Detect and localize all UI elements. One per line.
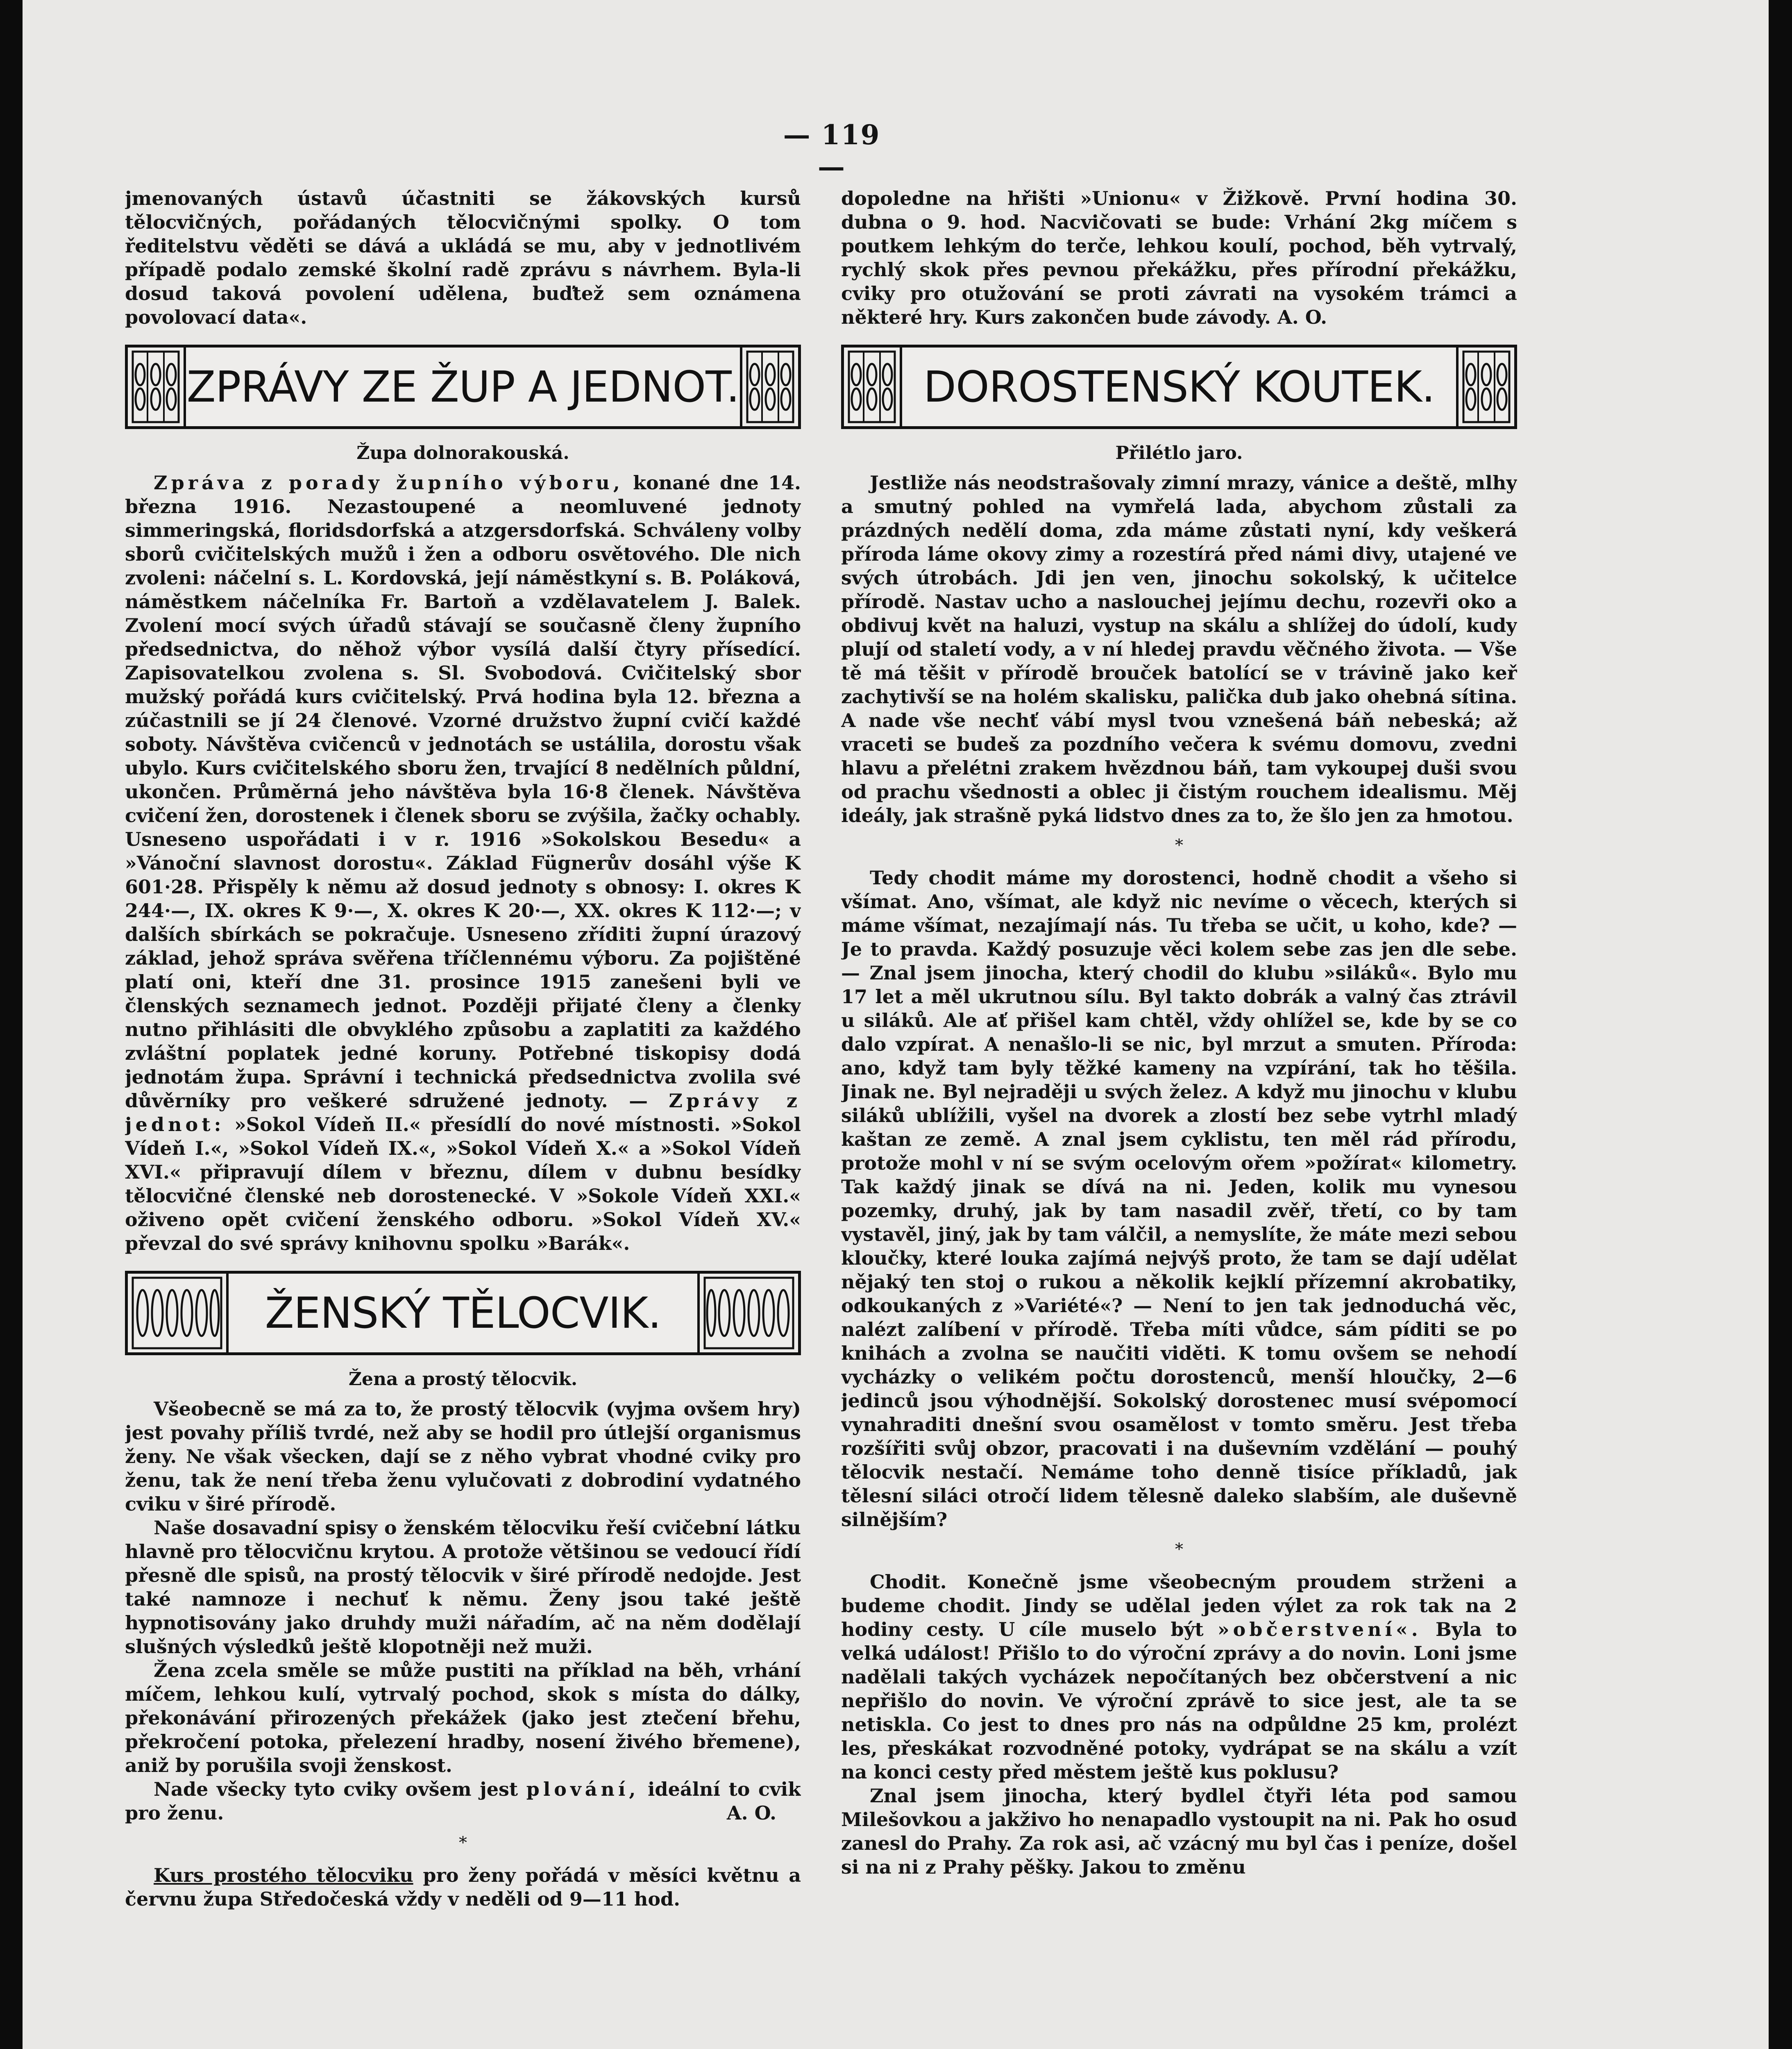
zpravy-text: konané dne 14. března 1916. Nezastoupené a neomluvené jednoty simmeringská, floridsdorfská a atzgersdorfská. Schváleny volby sborů cvičitelských mužů i žen a odboru osvětového. Dle nich zvoleni: náčelní s. L. Kordovská, její náměstkyní s. B. Poláková, náměstkem náčelníka Fr. Bartoň a vzdělavatelem J. Balek. Zvolení mocí svých úřadů stávají se současně členy župního předsednictva, do něhož výbor vysílá další čtyry přísedící. Zapisovatelkou zvolena s. Sl. Svobodová. Cvičitelský sbor mužský pořádá kurs cvičitelský. Prvá hodina byla 12. března a zúčastnili se jí 24 členové. Vzorné družstvo župní cvičí každé soboty. Návštěva cvičenců v jednotách se ustálila, dorostu však ubylo. Kurs cvičitelského sboru žen, trvající 8 nedělních půldní, ukončen. Průměrná jeho návštěva byla 16·8 členek. Návštěva cvičení žen, dorostenek i členek sboru se zvýšila, žačky ochably. Usneseno uspořádati i v r. 1916 »Sokolskou Besedu« a »Vánoční slavnost dorostu«. Základ Fügnerův dosáhl výše K 601·28. Přispěly k němu až dosud jednoty s obnosy: I. okres K 244·—, IX. okres K 9·—, X. okres K 20·—, XX. okres K 112·—; v dalších sbírkách se pokračuje. Usneseno zříditi župní úrazový základ, jehož správa svěřena tříčlennému výboru. Za pojištěné platí oni, kteří dne 31. prosince 1915 zanešeni byli ve členských seznamech jednot. Později přijaté členy a členky nutno přihlásiti dle obvyklého způsobu a zaplatiti za každého zvláštní poplatek jedné koruny. Potřebné tiskopisy dodá jednotám župa. Správní i technická předsednictva zvolila své důvěrníky pro veškeré sdružené jednoty. — bbox=[125, 472, 801, 1112]
zensky-paragraph-1: Všeobecně se má za to, že prostý tělocvik (vyjma ovšem hry) jest povahy příliš tvrdé, než aby se hodil pro útlejší organismus ženy. Ne však všecken, dají se z něho vybrat vhodné cviky pro ženu, tak že není třeba ženu vylučovati z dobrodiní vydatného cviku v širé přírodě. bbox=[125, 1398, 801, 1515]
section-separator: * bbox=[1175, 1540, 1183, 1559]
zensky-paragraph-5 bbox=[125, 1863, 801, 1911]
ornament-left bbox=[844, 348, 902, 426]
subheading-jaro: Přilétlo jaro. bbox=[1115, 443, 1243, 463]
section-separator: * bbox=[459, 1833, 467, 1852]
signature: A. O. bbox=[726, 1802, 776, 1824]
dorost-p3-spaced: »občerstvení«. bbox=[1217, 1618, 1422, 1640]
ornament-left bbox=[128, 348, 186, 426]
ornament-right bbox=[740, 348, 798, 426]
section-banner-dorostensky bbox=[841, 345, 1517, 429]
dorost-p3-text-a: Chodit. Konečně jsme všeobecným proudem strženi a budeme chodit. Jindy se udělal jeden výlet za rok tak na 2 hodiny cesty. U cíle muselo být bbox=[841, 1571, 1517, 1640]
page-number: — 119 — bbox=[783, 119, 880, 183]
section-separator: * bbox=[1175, 836, 1183, 855]
ornament-right bbox=[697, 1274, 798, 1352]
dorost-paragraph-4: Znal jsem jinocha, který bydlel čtyři léta pod samou Milešovkou a jakživo ho nenapadlo vystoupit na ni. Pak ho osud zanesl do Prahy. Za rok asi, ač vzácný mu byl čas i peníze, došel si na ni z Prahy pěšky. Jakou to změnu bbox=[841, 1785, 1517, 1878]
left-intro-paragraph: jmenovaných ústavů účastniti se žákovských kursů tělocvičných, pořádaných tělocvičnými spolky. O tom ředitelstvu věděti se dává a ukládá se mu, aby v jednotlivém případě podalo zemské školní radě zprávu s návrhem. Byla-li dosud taková povolení udělena, buďtež sem oznámena povolovací data«. bbox=[125, 187, 801, 328]
zensky-p4-text-a: Nade všecky tyto cviky ovšem jest bbox=[154, 1778, 518, 1800]
section-title-dorostensky: DOROSTENSKÝ KOUTEK. bbox=[923, 362, 1435, 412]
zpravy-text-2: »Sokol Vídeň II.« přesídlí do nové místnosti. »Sokol Vídeň I.«, »Sokol Vídeň IX.«, »Sokol Vídeň X.« a »Sokol Vídeň XVI.« připravují dílem v březnu, dílem v dubnu besídky tělocvičné členské neb dorostenecké. V »Sokole Vídeň XXI.« oživeno opět cvičení ženského odboru. »Sokol Vídeň XV.« převzal do své správy knihovnu spolku »Barák«. bbox=[125, 1113, 801, 1254]
zpravy-lead: Zpráva z porady župního výboru, bbox=[154, 472, 624, 494]
ornament-left bbox=[128, 1274, 229, 1352]
section-title-zensky: ŽENSKÝ TĚLOCVIK. bbox=[265, 1288, 661, 1338]
zensky-paragraph-2: Naše dosavadní spisy o ženském tělocviku řeší cvičební látku hlavně pro tělocvičnu krytou. A protože většinou se vedoucí řídí přesně dle spisů, na prostý tělocvik v širé přírodě nedojde. Jest také namnoze i nechuť k němu. Ženy jsou také ještě hypnotisovány jako druhdy muži nářadím, ač na něm dodělají slušných výsledků ještě klopotněji než muži. bbox=[125, 1517, 801, 1658]
zpravy-lead-2: Zprávy z jednot: bbox=[125, 1090, 801, 1136]
kurs-lead: Kurs prostého tělocviku bbox=[154, 1864, 413, 1886]
dorost-paragraph-1: Jestliže nás neodstrašovaly zimní mrazy, vánice a deště, mlhy a smutný pohled na vymřelá lada, abychom zůstali za prázdných nedělí doma, zda máme zůstati nyní, kdy veškerá příroda láme okovy zimy a rozestírá před námi divy, utajené ve svých útrobách. Jdi jen ven, jinochu sokolský, k učitelce přírodě. Nastav ucho a naslouchej jejímu dechu, rozevři oko a obdivuj květ na haluzi, vystup na skálu a shlížej do údolí, kudy plují od staletí vody, a v ní hledej pravdu věčného života. — Vše tě má těšit v přírodě brouček batolící se v trávině jako keř zachytivší se na holém skalisku, palička dub jako ohebná sítina. A nade vše nechť vábí mysl tvou vznešená báň nebeská; až vraceti se budeš za pozdního večera k svému domovu, zvedni hlavu a přelétni zrakem hvězdnou báň, tam vykoupej duši svou od prachu všednosti a oblec ji čistým rouchem idealismu. Měj ideály, jak strašně pyká lidstvo dnes za to, že šlo jen za hmotou. bbox=[841, 472, 1517, 827]
zensky-paragraph-4 bbox=[125, 1777, 801, 1825]
section-title-zpravy: ZPRÁVY ZE ŽUP A JEDNOT. bbox=[186, 362, 739, 412]
dorost-p3-text-b: Byla to velká událost! Přišlo to do výroční zprávy a do novin. Loni jsme nadělali takých vycházek nepočítaných bez občerstvení a nic nepřišlo do novin. Ve výroční zprávě to sice jest, ale ta se netiskla. Co jest to dnes pro nás na odpůldne 25 km, prolézt les, přeskákat rozvodněné potoky, vydrápat se na skálu a vzít na konci cesty před městem ještě kus poklusu? bbox=[841, 1618, 1517, 1783]
section-banner-zensky bbox=[125, 1271, 801, 1355]
page-scan bbox=[23, 0, 1769, 2049]
dorost-paragraph-2: Tedy chodit máme my dorostenci, hodně chodit a všeho si všímat. Ano, všímat, ale když nic nevíme o věcech, kterých si máme všímat, nezajímají nás. Tu třeba se učit, u koho, kde? — Je to pravda. Každý posuzuje věci kolem sebe zas jen dle sebe. — Znal jsem jinocha, který chodil do klubu »siláků«. Bylo mu 17 let a měl ukrutnou sílu. Byl takto dobrák a valný čas ztrávil u siláků. Ale ať přišel kam chtěl, vždy ohlížel se, kde by se co dalo vzpírat. A nenašlo-li se nic, byl mrzut a smuten. Příroda: ano, když tam byly těžké kameny na vzpírání, tak ho těšila. Jinak ne. Byl nejraději u svých želez. A když mu jinochu v klubu siláků ublížili, vyšel na dvorek a zlostí bez sebe vytrhl mladý kaštan ze země. A znal jsem cyklistu, ten měl rád přírodu, protože mohl v ní se svým ocelovým ořem »požírat« kilometry. Tak každý jinak se dívá na ni. Jeden, kolik mu vynesou pozemky, druhý, jak by tam nasadil zvěř, třetí, co by tam vystavěl, jiný, jak by tam válčil, a nemyslíte, že máte mezi sebou kloučky, které louka zajímá nejvýš proto, že tam se dají udělat nějaký ten stoj o rukou a několik kejklí přízemní akrobatiky, odkoukaných z »Variété«? — Není to jen tak jednoduchá věc, nalézt zalíbení v přírodě. Třeba míti vůdce, sám píditi se po knihách a zvolna se naučiti viděti. K tomu ovšem se nehodí vycházky o velikém počtu dorostenců, menší hloučky, 2—6 jedinců jsou výhodnější. Sokolský dorostenec musí svépomocí vynahraditi dnešní svou osamělost v tomto směru. Jest třeba rozšířiti svůj obzor, pracovati i na duševním vzdělání — pouhý tělocvik nestačí. Nemáme toho denně tisíce příkladů, jak tělesní siláci otročí lidem tělesně daleko slabším, ale duševně silnějším? bbox=[841, 867, 1517, 1531]
right-intro-paragraph: dopoledne na hřišti »Unionu« v Žižkově. První hodina 30. dubna o 9. hod. Nacvičovati se bude: Vrhání 2kg míčem s poutkem lehkým do terče, lehkou koulí, pochod, běh vytrvalý, rychlý skok přes pevnou překážku, přes přírodní překážku, cviky pro otužování se proti závrati na vysokém trámci a některé hry. Kurs zakončen bude závody. A. O. bbox=[841, 187, 1517, 328]
kurs-text: pro ženy pořádá v měsíci květnu a červnu župa Středočeská vždy v neděli od 9—11 hod. bbox=[125, 1864, 801, 1910]
zensky-p4-text-b: ideální to cvik pro ženu. bbox=[125, 1778, 801, 1824]
zensky-p4-spaced: plování, bbox=[526, 1778, 640, 1800]
subheading-zena: Žena a prostý tělocvik. bbox=[348, 1369, 578, 1390]
zpravy-body bbox=[125, 471, 801, 1255]
left-column bbox=[125, 186, 801, 2049]
zensky-paragraph-3: Žena zcela směle se může pustiti na příklad na běh, vrhání míčem, lehkou kulí, vytrvalý pochod, skok s místa do dálky, překonávání přirozených překážek (jako jest ztečení břehu, překročení potoka, přelezení hradby, nosení živého břemene), aniž by porušila svoji ženskost. bbox=[125, 1659, 801, 1776]
subheading-zupa: Župa dolnorakouská. bbox=[356, 443, 569, 463]
right-column bbox=[841, 186, 1517, 2049]
section-banner-zpravy bbox=[125, 345, 801, 429]
ornament-right bbox=[1456, 348, 1514, 426]
dorost-paragraph-3 bbox=[841, 1570, 1517, 1784]
